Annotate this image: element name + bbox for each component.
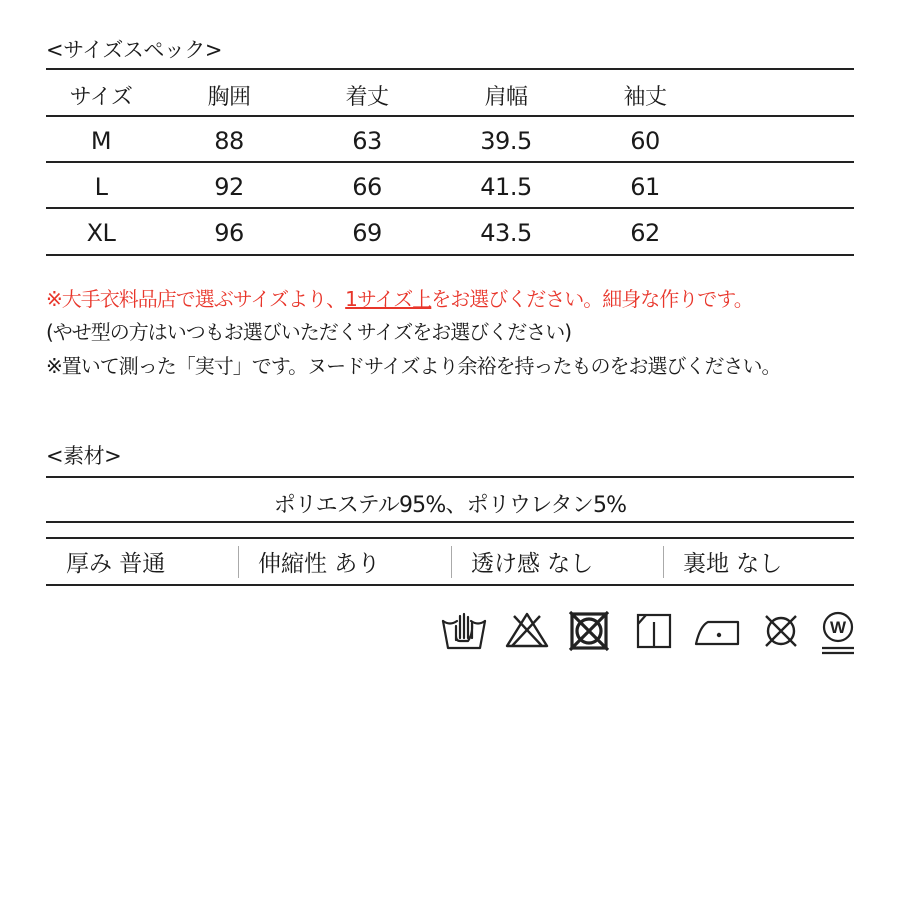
fit-note-slim: (やせ型の方はいつもお選びいただくサイズをお選びください) — [46, 320, 572, 344]
cell-sleeve: 61 — [630, 173, 660, 201]
fit-note-red — [46, 283, 753, 312]
property-lining: 裏地 なし — [683, 551, 783, 577]
cell-size: M — [90, 127, 112, 155]
cell-sleeve: 62 — [630, 219, 660, 247]
size-spec-label: <サイズスペック> — [46, 38, 223, 62]
material-composition: ポリエステル95%、ポリウレタン5% — [273, 493, 627, 518]
property-stretch: 伸縮性 あり — [258, 551, 381, 577]
table-rule — [46, 207, 854, 209]
wet-clean-letter: W — [829, 618, 847, 637]
table-rule — [46, 115, 854, 117]
cell-shoulder: 43.5 — [480, 219, 532, 247]
cell-shoulder: 41.5 — [480, 173, 532, 201]
fit-note-underline: 1サイズ上 — [345, 287, 432, 311]
no-tumble-dry-icon — [566, 608, 612, 654]
no-dry-clean-icon — [758, 608, 804, 654]
cell-length: 66 — [352, 173, 382, 201]
material-rule — [46, 521, 854, 523]
property-divider — [451, 546, 452, 578]
table-top-rule — [46, 68, 854, 70]
cell-length: 69 — [352, 219, 382, 247]
header-shoulder: 肩幅 — [484, 85, 528, 110]
no-bleach-icon — [504, 608, 550, 654]
cell-chest: 88 — [214, 127, 244, 155]
wet-clean-icon — [818, 608, 858, 658]
dry-flat-icon — [634, 608, 674, 654]
hand-wash-icon — [440, 608, 488, 654]
cell-chest: 92 — [214, 173, 244, 201]
property-divider — [238, 546, 239, 578]
fit-note-before: ※大手衣料品店で選ぶサイズより、 — [46, 287, 346, 311]
property-sheerness: 透け感 なし — [471, 551, 594, 577]
header-length: 着丈 — [345, 85, 389, 110]
property-divider — [663, 546, 664, 578]
cell-length: 63 — [352, 127, 382, 155]
material-top-rule — [46, 476, 854, 478]
measure-note: ※置いて測った「実寸」です。ヌードサイズより余裕を持ったものをお選びください。 — [46, 354, 781, 378]
properties-top-rule — [46, 537, 854, 539]
cell-size: XL — [86, 219, 116, 247]
table-rule — [46, 161, 854, 163]
material-label: <素材> — [46, 444, 122, 468]
cell-shoulder: 39.5 — [480, 127, 532, 155]
cell-sleeve: 60 — [630, 127, 660, 155]
iron-low-icon — [692, 608, 742, 654]
header-chest: 胸囲 — [207, 85, 251, 110]
cell-size: L — [94, 173, 108, 201]
table-bottom-rule — [46, 254, 854, 256]
properties-bottom-rule — [46, 584, 854, 586]
property-thickness: 厚み 普通 — [66, 551, 166, 577]
header-sleeve: 袖丈 — [623, 85, 667, 110]
cell-chest: 96 — [214, 219, 244, 247]
fit-note-after: をお選びください。細身な作りです。 — [431, 287, 753, 311]
header-size: サイズ — [69, 85, 133, 110]
